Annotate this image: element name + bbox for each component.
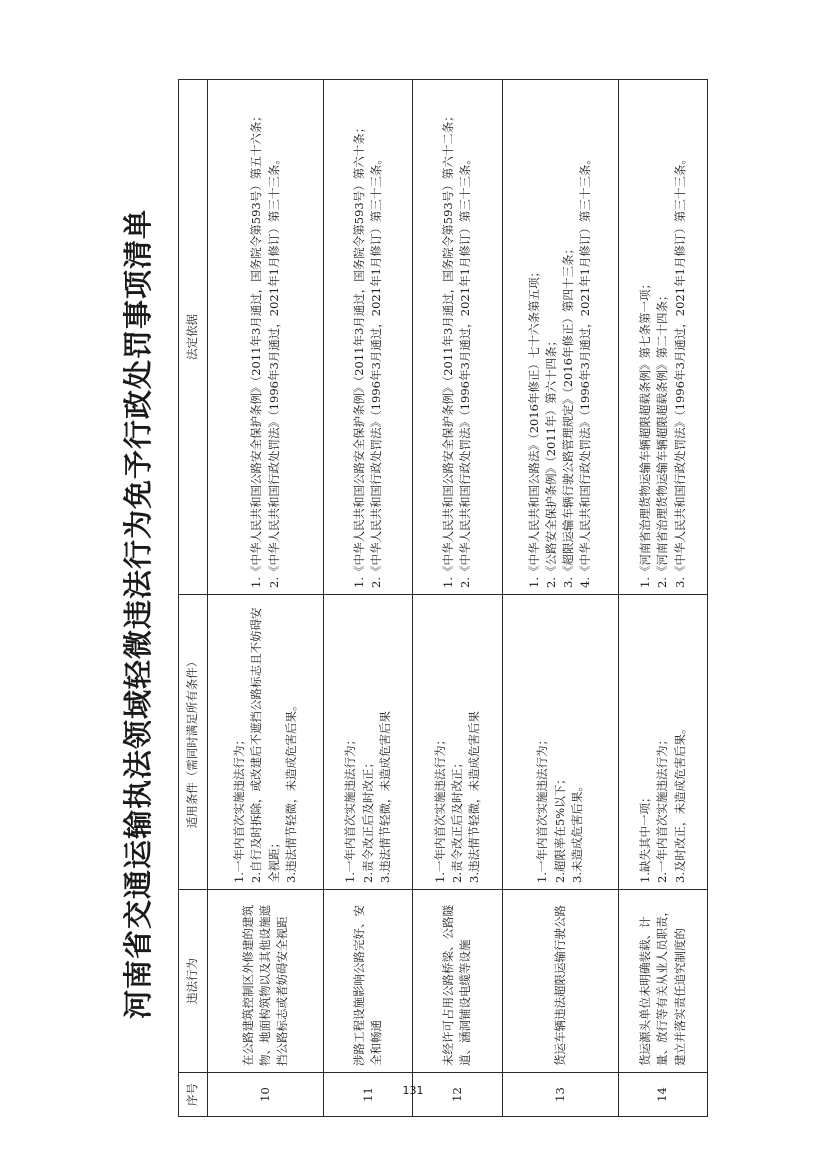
cond-line: 3.及时改正，未造成危害后果。 (672, 722, 687, 883)
cond-line: 2.一年内首次实施违法行为； (655, 734, 670, 883)
row-basis (413, 80, 502, 595)
basis-line: 2.《中华人民共和国行政处罚法》（1996年3月通过，2021年1月修订）第三十三条。 (458, 153, 473, 588)
basis-line: 2.《中华人民共和国行政处罚法》（1996年3月通过，2021年1月修订）第三十三条。 (369, 153, 384, 588)
basis-line: 2.《公路安全保护条例》（2011年）第六十四条； (543, 335, 558, 588)
basis-line: 4.《中华人民共和国行政处罚法》（1996年3月通过，2021年1月修订）第三十三条。 (578, 153, 593, 588)
basis-line: 1.《河南省治理货物运输车辆超限超载条例》第七条第一项； (638, 278, 653, 588)
header-act: 违法行为 (179, 890, 208, 1073)
row-act: 在公路建筑控制区外修建的建筑物、地面构筑物以及其他设施遮挡公路标志或者妨碍安全视距 (208, 890, 324, 1073)
row-basis (618, 80, 707, 595)
basis-line: 2.《河南省治理货物运输车辆超限超载条例》第二十四条； (655, 289, 670, 588)
cond-line: 1.一年内首次实施违法行为； (343, 734, 358, 883)
row-basis (324, 80, 413, 595)
cond-line: 2.责令改正后及时改正； (449, 757, 464, 883)
basis-line: 3.《超限运输车辆行驶公路管理规定》（2016年修正）第四十三条； (561, 243, 576, 588)
row-basis (208, 80, 324, 595)
basis-line: 1.《中华人民共和国公路法》（2016年修正）七十六条第五项； (526, 266, 541, 588)
cond-line: 3.违法情节轻微，未造成危害后果 (377, 711, 392, 883)
row-act: 货运车辆违法超限运输行驶公路 (502, 890, 618, 1073)
cond-line: 1.一年内首次实施违法行为； (432, 734, 447, 883)
row-act: 涉路工程设施影响公路完好、安全和畅通 (324, 890, 413, 1073)
cond-line: 2.责令改正后及时改正； (360, 757, 375, 883)
row-act: 未经许可占用公路桥梁、公路隧道、涵洞铺设电缆等设施 (413, 890, 502, 1073)
page-number: 131 (402, 1084, 424, 1097)
row-cond (502, 595, 618, 890)
table-header-row (179, 80, 208, 1117)
page-title: 河南省交通运输执法领域轻微违法行为免予行政处罚事项清单 (121, 209, 155, 1020)
row-num: 12 (413, 1073, 502, 1117)
basis-line: 1.《中华人民共和国公路安全保护条例》（2011年3月通过，国务院令第593号）第五十六条； (249, 110, 264, 588)
cond-line: 1.一年内首次实施违法行为； (535, 734, 550, 883)
cond-line: 2.超限率在5%以下； (552, 773, 567, 883)
basis-line: 1.《中华人民共和国公路安全保护条例》（2011年3月通过，国务院令第593号）第六十二条； (441, 110, 456, 588)
header-cond: 适用条件（需同时满足所有条件） (179, 595, 208, 890)
cond-line: 3.未造成危害后果。 (569, 780, 584, 883)
cond-line: 3.违法情节轻微，未造成危害后果。 (283, 699, 298, 883)
header-num: 序号 (179, 1073, 208, 1117)
row-num: 10 (208, 1073, 324, 1117)
row-cond (324, 595, 413, 890)
table-row (413, 80, 502, 1117)
cond-line: 2.自行及时拆除，或改建后不遮挡公路标志且不妨碍安全视距； (249, 607, 281, 883)
row-cond (208, 595, 324, 890)
table-row (324, 80, 413, 1117)
basis-line: 3.《中华人民共和国行政处罚法》（1996年3月通过，2021年1月修订）第三十三条。 (672, 153, 687, 588)
table-row (208, 80, 324, 1117)
row-cond (618, 595, 707, 890)
row-basis (502, 80, 618, 595)
basis-line: 2.《中华人民共和国行政处罚法》（1996年3月通过，2021年1月修订）第三十三条。 (266, 153, 281, 588)
header-basis: 法定依据 (179, 80, 208, 595)
row-cond (413, 595, 502, 890)
table-row (618, 80, 707, 1117)
row-act: 货运源头单位未明确装载、计量、放行等有关从业人员职责，建立并落实责任追究制度的 (618, 890, 707, 1073)
table-row (502, 80, 618, 1117)
row-num: 14 (618, 1073, 707, 1117)
penalty-exemption-table (178, 79, 708, 1117)
row-num: 13 (502, 1073, 618, 1117)
cond-line: 1.一年内首次实施违法行为； (232, 734, 247, 883)
basis-line: 1.《中华人民共和国公路安全保护条例》（2011年3月通过，国务院令第593号）第六十条； (352, 121, 367, 588)
cond-line: 1.缺失其中一项； (638, 791, 653, 883)
row-num: 11 (324, 1073, 413, 1117)
cond-line: 3.违法情节轻微，未造成危害后果 (467, 711, 482, 883)
